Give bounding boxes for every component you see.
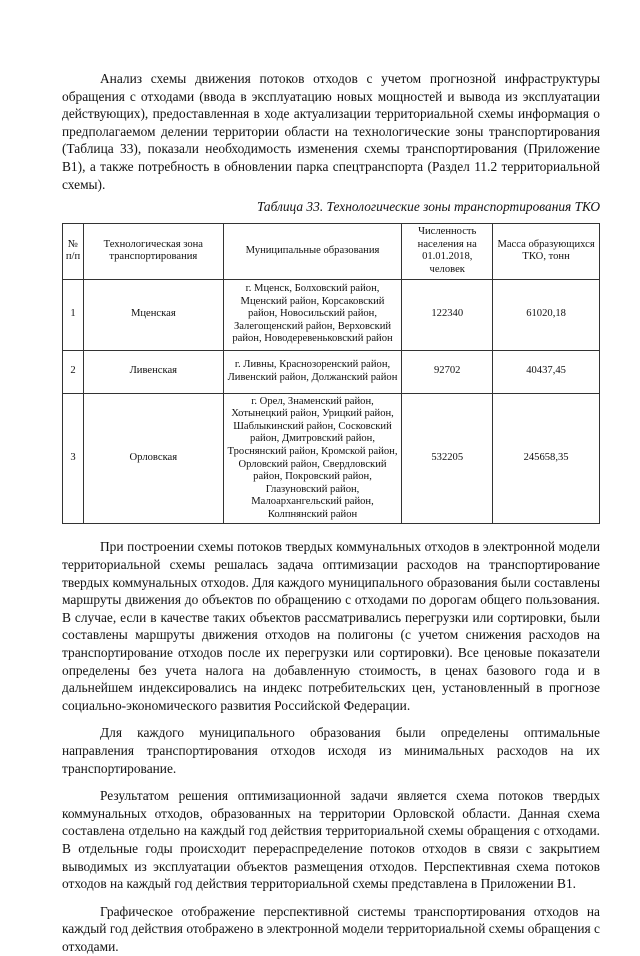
paragraph-graphic: Графическое отображение перспективной системы транспортирования отходов на каждый год действия отображено в электронной модели территориальной схемы обращения с отходами. bbox=[62, 903, 600, 954]
table-row bbox=[63, 279, 600, 350]
cell-mass: 40437,45 bbox=[493, 350, 600, 393]
paragraph-optimization: При построении схемы потоков твердых коммунальных отходов в электронной модели территориальной схемы решалась задача оптимизации расходов на транспортирование твердых коммунальных отходов. Для каждого муниципального образования были составлены маршруты движения до объектов по обращению с отходами по дорогам общего пользования. В случае, если в качестве таких объектов рассматривались перегрузки или сортировки, были составлены маршруты движения отходов на полигоны (с учетом снижения расходов на транспортирование отходов после их перегрузки или сортировки). Все ценовые показатели определены без учета налога на добавленную стоимость, в ценах базового года и в дальнейшем индексировались на индекс потребительских цен, установленный в прогнозе социально-экономического развития Российской Федерации. bbox=[62, 539, 600, 713]
document-page bbox=[62, 70, 600, 956]
header-mass: Масса образующихся ТКО, тонн bbox=[493, 224, 600, 279]
table-row bbox=[63, 350, 600, 393]
header-population: Численность населения на 01.01.2018, человек bbox=[402, 224, 493, 279]
header-num: № п/п bbox=[63, 224, 84, 279]
cell-municipalities: г. Мценск, Болховский район, Мценский район, Корсаковский район, Новосильский район, Залегощенский район, Верховский район, Новодеревеньковский район bbox=[223, 279, 402, 350]
cell-num: 2 bbox=[63, 350, 84, 393]
table-header-row bbox=[63, 224, 600, 279]
cell-num: 1 bbox=[63, 279, 84, 350]
cell-zone: Мценская bbox=[83, 279, 223, 350]
table-caption: Таблица 33. Технологические зоны транспортирования ТКО bbox=[256, 199, 600, 215]
cell-population: 92702 bbox=[402, 350, 493, 393]
transport-zones-table bbox=[62, 223, 600, 524]
paragraph-result: Результатом решения оптимизационной задачи является схема потоков твердых коммунальных отходов, образованных на территории Орловской области. Данная схема составлена отдельно на каждый год действия территориальной схемы обращения с отходами. В отдельные годы происходит перераспределение потоков отходов в связи с закрытием выводимых из эксплуатации объектов размещения отходов. Перспективная схема потоков отходов на каждый год действия территориальной схемы представлена в Приложении В1. bbox=[62, 788, 600, 892]
table-row bbox=[63, 393, 600, 524]
cell-population: 532205 bbox=[402, 393, 493, 524]
cell-num: 3 bbox=[63, 393, 84, 524]
cell-population: 122340 bbox=[402, 279, 493, 350]
header-municipalities: Муниципальные образования bbox=[223, 224, 402, 279]
cell-municipalities: г. Орел, Знаменский район, Хотынецкий район, Урицкий район, Шаблыкинский район, Сосковский район, Дмитровский район, Троснянский район, Кромской район, Орловский район, Свердловский район, Покровский район, Глазуновский район, Малоархангельский район, Колпнянский район bbox=[223, 393, 402, 524]
cell-mass: 245658,35 bbox=[493, 393, 600, 524]
cell-mass: 61020,18 bbox=[493, 279, 600, 350]
paragraph-directions: Для каждого муниципального образования были определены оптимальные направления транспортирования отходов исходя из минимальных расходов на их транспортирование. bbox=[62, 725, 600, 776]
cell-zone: Орловская bbox=[83, 393, 223, 524]
cell-zone: Ливенская bbox=[83, 350, 223, 393]
cell-municipalities: г. Ливны, Краснозоренский район, Ливенский район, Должанский район bbox=[223, 350, 402, 393]
paragraph-intro: Анализ схемы движения потоков отходов с учетом прогнозной инфраструктуры обращения с отходами (ввода в эксплуатацию новых мощностей и вывода из эксплуатации действующих), предоставленная в ходе актуализации территориальной схемы информация о предполагаемом делении территории области на технологические зоны транспортирования (Таблица 33), показали необходимость изменения схемы транспортирования (Приложение В1), а также потребность в обновлении парка спецтранспорта (Раздел 11.2 территориальной схемы). bbox=[62, 71, 600, 192]
header-zone: Технологическая зона транспортирования bbox=[83, 224, 223, 279]
